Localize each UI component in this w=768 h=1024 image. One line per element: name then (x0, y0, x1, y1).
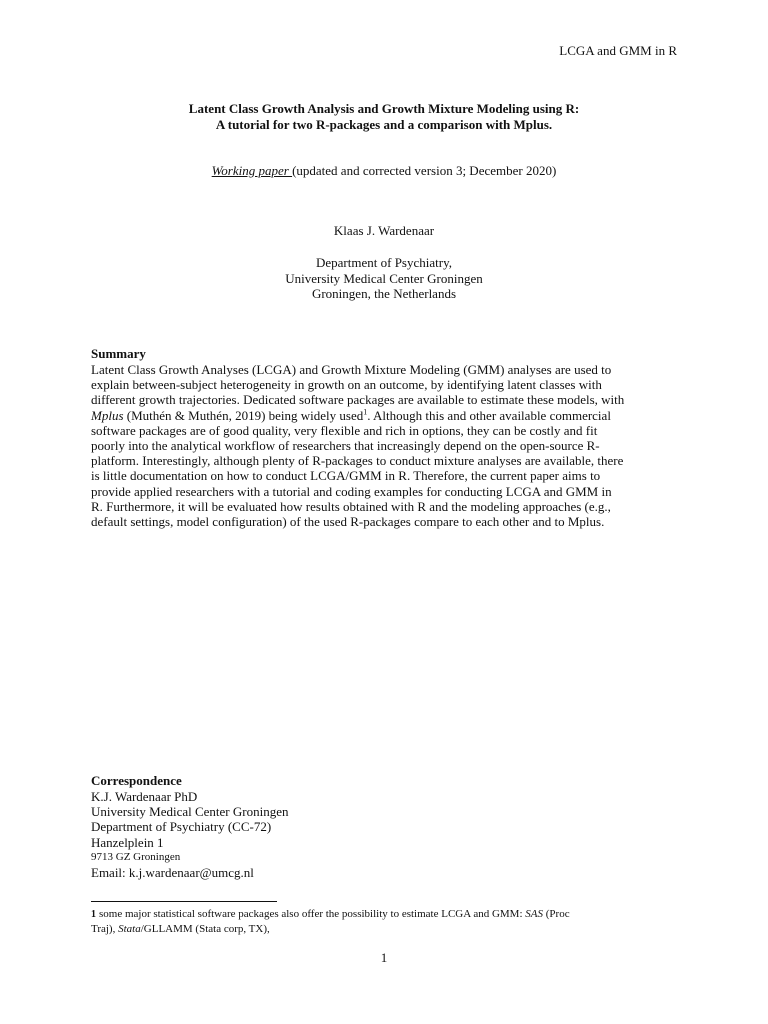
footnote-fragment: Traj), (91, 923, 119, 935)
summary-text (91, 362, 681, 529)
footnote-line (91, 922, 681, 936)
summary-line: poorly into the analytical workflow of researchers that increasingly depend on the open-source R- (91, 438, 600, 454)
summary-line: platform. Interestingly, although plenty of R-packages to conduct mixture analyses are available, there (91, 453, 624, 469)
paper-status (0, 163, 768, 179)
summary-fragment: . Although this and other available commercial (367, 407, 611, 423)
footnote-fragment: some major statistical software packages also offer the possibility to estimate LCGA and GMM: (99, 908, 526, 920)
page-number: 1 (380, 950, 388, 965)
version-note: (updated and corrected version 3; December 2020) (292, 163, 557, 178)
summary-line: R. Furthermore, it will be evaluated how results obtained with R and the modeling approaches (e.g., (91, 498, 611, 514)
author-affiliation (0, 255, 768, 302)
affiliation-line: Groningen, the Netherlands (311, 286, 457, 301)
summary-line: software packages are of good quality, very flexible and rich in options, they can be costly and fit (91, 422, 598, 438)
correspondence-heading: Correspondence (91, 773, 182, 788)
email-line: Email: k.j.wardenaar@umcg.nl (91, 865, 254, 881)
sas-italic: SAS (525, 908, 544, 920)
stata-italic: Stata (118, 923, 141, 935)
footnote-fragment: (Proc (543, 908, 570, 920)
summary-line (91, 408, 681, 423)
summary-line: provide applied researchers with a tutorial and coding examples for conducting LCGA and GMM in (91, 483, 612, 499)
correspondence-line: Department of Psychiatry (CC-72) (91, 819, 272, 835)
title-line-2: A tutorial for two R-packages and a comparison with Mplus. (215, 117, 553, 132)
footnote-fragment: /GLLAMM (Stata corp, TX), (140, 923, 270, 935)
correspondence-line: University Medical Center Groningen (91, 804, 289, 820)
summary-heading: Summary (91, 346, 146, 361)
summary-fragment: (Muthén & Muthén, 2019) being widely used (123, 407, 364, 423)
footnote-ref: 1 (363, 407, 368, 417)
postal-code-line: 9713 GZ Groningen (91, 850, 181, 863)
summary-line: explain between-subject heterogeneity in growth on an outcome, by identifying latent classes with (91, 377, 602, 393)
correspondence-line: Hanzelplein 1 (91, 834, 164, 850)
footnote-separator (91, 901, 277, 902)
running-head: LCGA and GMM in R (559, 43, 677, 58)
paper-title (0, 101, 768, 133)
summary-line: is little documentation on how to conduct LCGA/GMM in R. Therefore, the current paper aims to (91, 468, 601, 484)
summary-line: Latent Class Growth Analyses (LCGA) and Growth Mixture Modeling (GMM) analyses are used to (91, 362, 612, 377)
author-name: Klaas J. Wardenaar (333, 223, 435, 238)
summary-line: default settings, model configuration) of the used R-packages compare to each other and to Mplus. (91, 514, 605, 530)
affiliation-line: Department of Psychiatry, (316, 255, 452, 270)
summary-line: different growth trajectories. Dedicated software packages are available to estimate these models, with (91, 392, 625, 408)
affiliation-line: University Medical Center Groningen (285, 270, 483, 286)
correspondence-line: K.J. Wardenaar PhD (91, 789, 198, 804)
correspondence-block (91, 789, 288, 880)
title-line-1: Latent Class Growth Analysis and Growth Mixture Modeling using R: (188, 101, 580, 116)
working-paper-label: Working paper (211, 163, 293, 178)
footnote (91, 907, 681, 936)
footnote-mark: 1 (91, 909, 96, 920)
mplus-italic: Mplus (91, 407, 124, 423)
footnote-line (91, 907, 681, 922)
